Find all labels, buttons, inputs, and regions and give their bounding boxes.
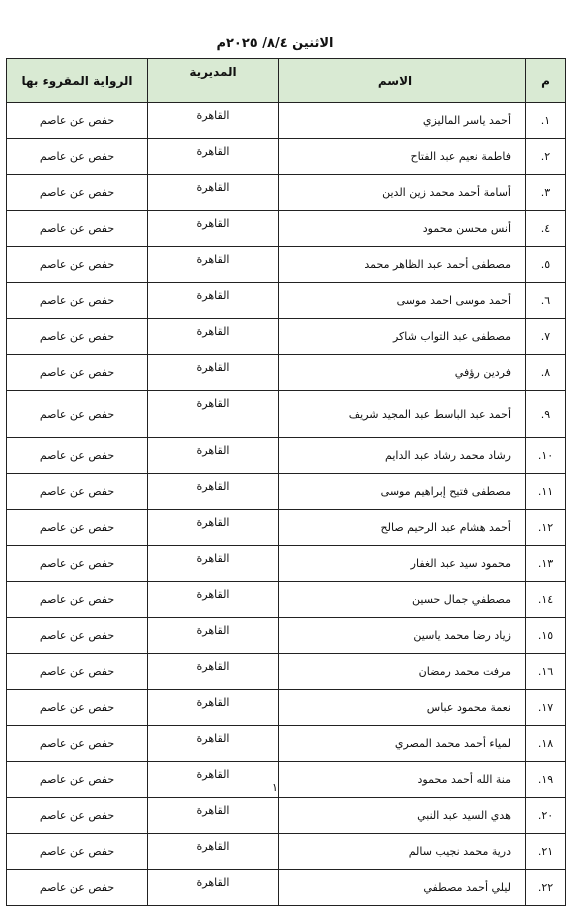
cell-number: ١٣. [526,546,566,582]
table-row [7,139,566,175]
cell-number: ٧. [526,319,566,355]
cell-riwaya: حفص عن عاصم [7,690,148,726]
table-header-row [7,59,566,103]
cell-name: مصطفى فتيح إبراهيم موسى [279,474,526,510]
table-row [7,438,566,474]
cell-number: ٢٠. [526,798,566,834]
cell-number: ٨. [526,355,566,391]
cell-riwaya: حفص عن عاصم [7,762,148,798]
cell-directorate: القاهرة [148,690,279,726]
cell-riwaya: حفص عن عاصم [7,103,148,139]
cell-directorate: القاهرة [148,319,279,355]
table-row [7,103,566,139]
cell-name: أحمد ياسر المالیزي [279,103,526,139]
cell-directorate: القاهرة [148,283,279,319]
cell-directorate: القاهرة [148,870,279,906]
cell-riwaya: حفص عن عاصم [7,211,148,247]
cell-directorate: القاهرة [148,103,279,139]
table-row [7,582,566,618]
cell-riwaya: حفص عن عاصم [7,870,148,906]
cell-number: ٢٢. [526,870,566,906]
table-row [7,726,566,762]
table-row [7,654,566,690]
cell-name: أحمد هشام عبد الرحيم صالح [279,510,526,546]
header-number: م [526,59,566,103]
cell-name: منة الله أحمد محمود [279,762,526,798]
cell-directorate: القاهرة [148,546,279,582]
cell-number: ٣. [526,175,566,211]
cell-directorate: القاهرة [148,247,279,283]
cell-riwaya: حفص عن عاصم [7,391,148,438]
cell-riwaya: حفص عن عاصم [7,798,148,834]
cell-number: ١٧. [526,690,566,726]
cell-name: رشاد محمد رشاد عبد الدايم [279,438,526,474]
document-title: الاثنين ٨/٤/ ٢٠٢٥م [216,36,334,51]
header-name: الاسم [279,59,526,103]
cell-riwaya: حفص عن عاصم [7,618,148,654]
table-row [7,546,566,582]
cell-name: فردين رؤفي [279,355,526,391]
table-row [7,391,566,438]
cell-name: أحمد موسى احمد موسى [279,283,526,319]
cell-name: مرفت محمد رمضان [279,654,526,690]
cell-name: درية محمد نجيب سالم [279,834,526,870]
cell-directorate: القاهرة [148,582,279,618]
cell-number: ٥. [526,247,566,283]
cell-riwaya: حفص عن عاصم [7,834,148,870]
cell-riwaya: حفص عن عاصم [7,175,148,211]
cell-number: ١٦. [526,654,566,690]
table-row [7,870,566,906]
cell-name: لمياء أحمد محمد المصري [279,726,526,762]
cell-riwaya: حفص عن عاصم [7,247,148,283]
table-row [7,175,566,211]
cell-directorate: القاهرة [148,510,279,546]
cell-riwaya: حفص عن عاصم [7,438,148,474]
table-row [7,355,566,391]
cell-number: ١٨. [526,726,566,762]
cell-directorate: القاهرة [148,391,279,438]
cell-directorate: القاهرة [148,834,279,870]
cell-riwaya: حفص عن عاصم [7,474,148,510]
cell-name: أنس محسن محمود [279,211,526,247]
cell-riwaya: حفص عن عاصم [7,283,148,319]
cell-directorate: القاهرة [148,139,279,175]
cell-directorate: القاهرة [148,654,279,690]
cell-riwaya: حفص عن عاصم [7,510,148,546]
table-row [7,834,566,870]
cell-name: زياد رضا محمد ياسين [279,618,526,654]
cell-name: أحمد عبد الباسط عبد المجيد شريف [279,391,526,438]
cell-riwaya: حفص عن عاصم [7,654,148,690]
cell-riwaya: حفص عن عاصم [7,726,148,762]
cell-riwaya: حفص عن عاصم [7,355,148,391]
cell-riwaya: حفص عن عاصم [7,582,148,618]
cell-number: ١١. [526,474,566,510]
cell-name: هدي السيد عبد النبي [279,798,526,834]
cell-number: ٢١. [526,834,566,870]
table-row [7,690,566,726]
roster-table [6,58,566,906]
cell-directorate: القاهرة [148,211,279,247]
cell-name: فاطمة نعيم عبد الفتاح [279,139,526,175]
cell-riwaya: حفص عن عاصم [7,139,148,175]
cell-name: مصطفى أحمد عبد الظاهر محمد [279,247,526,283]
cell-number: ٢. [526,139,566,175]
table-row [7,283,566,319]
cell-number: ٩. [526,391,566,438]
cell-directorate: القاهرة [148,474,279,510]
cell-riwaya: حفص عن عاصم [7,546,148,582]
cell-number: ٦. [526,283,566,319]
cell-name: محمود سيد عبد الغفار [279,546,526,582]
cell-name: أسامة أحمد محمد زين الدين [279,175,526,211]
cell-directorate: القاهرة [148,726,279,762]
cell-number: ١٠. [526,438,566,474]
table-row [7,247,566,283]
cell-number: ٤. [526,211,566,247]
page-number: ١ [272,781,278,794]
cell-number: ١٤. [526,582,566,618]
cell-name: مصطفي جمال حسين [279,582,526,618]
cell-directorate: القاهرة [148,438,279,474]
header-riwaya: الرواية المقروء بها [7,59,148,103]
table-row [7,211,566,247]
header-directorate: المديرية [148,59,279,103]
cell-directorate: القاهرة [148,355,279,391]
table-row [7,510,566,546]
cell-directorate: القاهرة [148,175,279,211]
cell-number: ١. [526,103,566,139]
cell-directorate: القاهرة [148,618,279,654]
table-row [7,474,566,510]
cell-number: ١٩. [526,762,566,798]
cell-name: نعمة محمود عباس [279,690,526,726]
cell-directorate: القاهرة [148,798,279,834]
cell-name: ليلي أحمد مصطفي [279,870,526,906]
cell-riwaya: حفص عن عاصم [7,319,148,355]
table-row [7,319,566,355]
table-row [7,798,566,834]
cell-name: مصطفى عبد التواب شاكر [279,319,526,355]
cell-number: ١٥. [526,618,566,654]
table-row [7,618,566,654]
cell-number: ١٢. [526,510,566,546]
cell-directorate: القاهرة [148,762,279,798]
